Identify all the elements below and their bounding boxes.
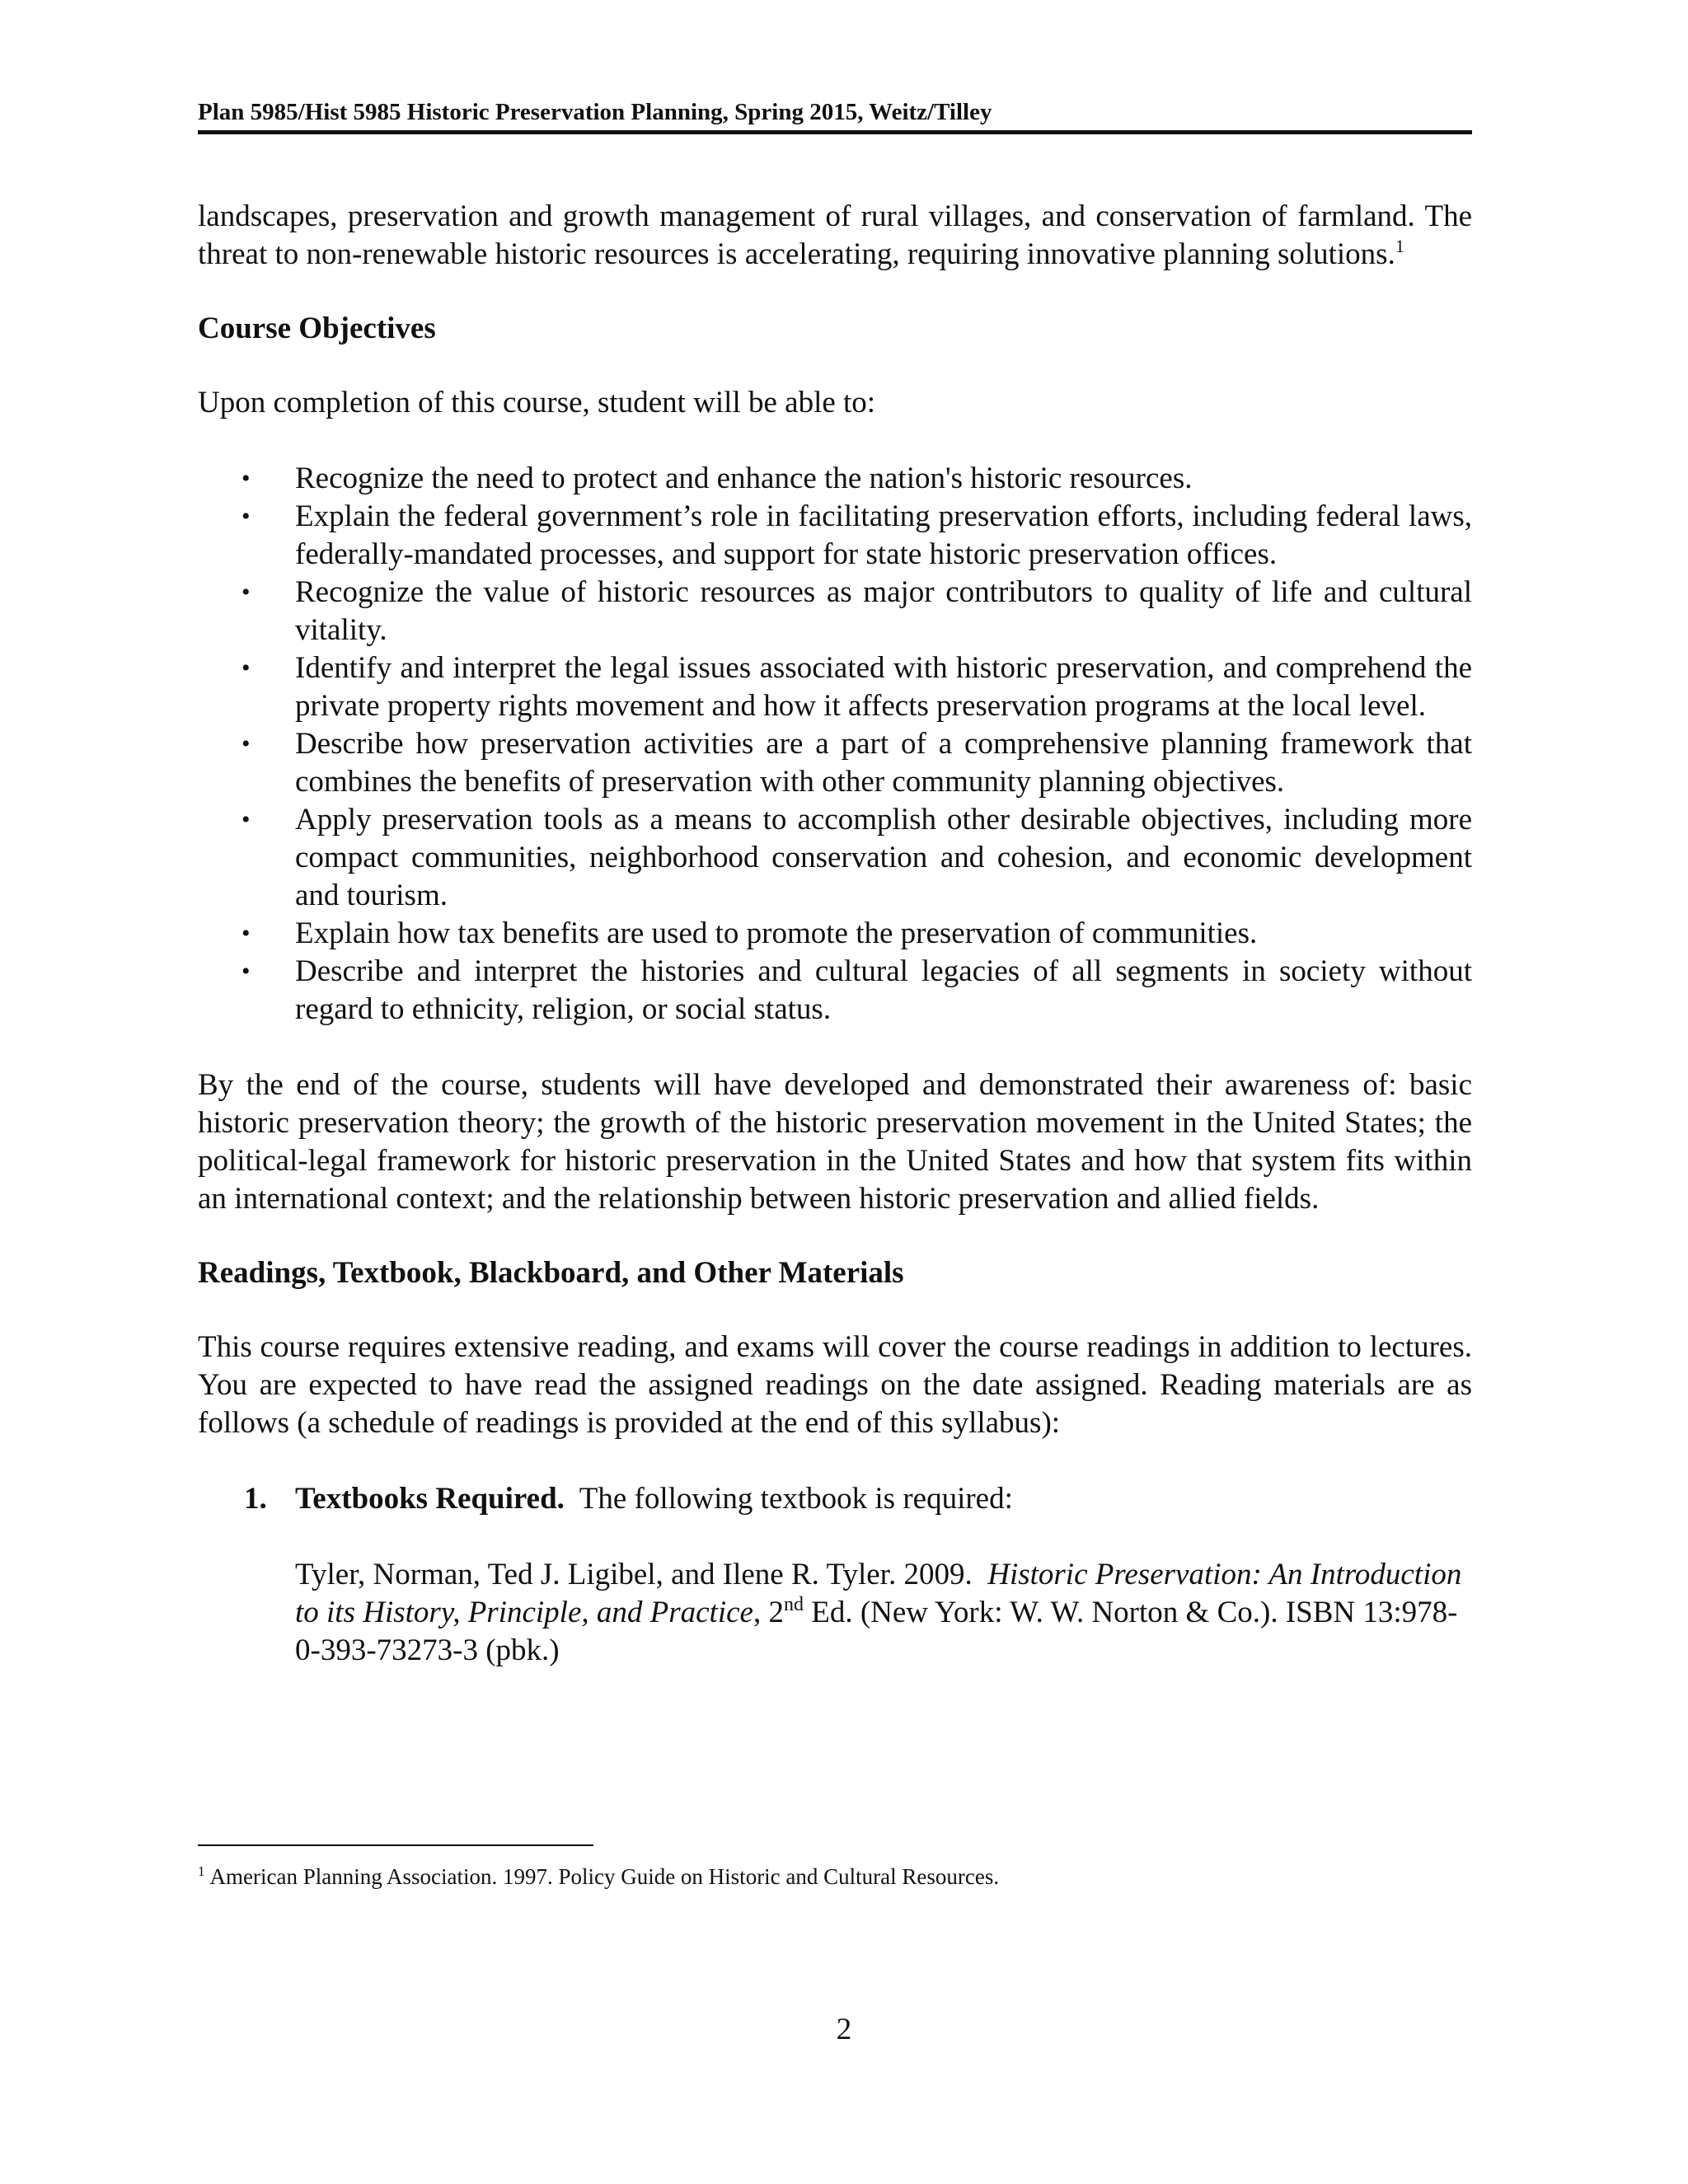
footnote-marker: 1 — [198, 1863, 205, 1879]
intro-paragraph-text: landscapes, preservation and growth management of rural villages, and conservation of farmland. The threat to non-renewable historic resources is accelerating, requiring innovative planning solutions. — [198, 199, 1472, 271]
readings-list — [198, 1480, 1472, 1670]
page-number: 2 — [836, 2013, 852, 2046]
bullet-icon: • — [241, 579, 251, 606]
footnote-reference[interactable]: 1 — [1395, 236, 1404, 256]
footnote-divider — [198, 1844, 593, 1846]
running-header: Plan 5985/Hist 5985 Historic Preservation Planning, Spring 2015, Weitz/Tilley — [198, 97, 1472, 134]
bullet-icon: • — [241, 730, 251, 757]
readings-item-title: Textbooks Required. — [295, 1482, 565, 1516]
textbook-citation — [295, 1556, 1472, 1670]
objective-item — [241, 574, 1472, 649]
page-body — [198, 198, 1472, 1670]
objective-item — [241, 801, 1472, 915]
citation-edition: , 2 — [753, 1596, 784, 1629]
citation-authors: Tyler, Norman, Ted J. Ligibel, and Ilene R. Tyler. 2009. — [295, 1558, 973, 1591]
objective-item — [241, 915, 1472, 953]
bullet-icon: • — [241, 465, 251, 492]
footnote — [198, 1863, 1472, 1891]
objective-item — [241, 953, 1472, 1029]
bullet-icon: • — [241, 503, 251, 530]
objective-item — [241, 649, 1472, 725]
objectives-closing-paragraph: By the end of the course, students will have developed and demonstrated their awareness of: basic historic preservation theory; the growth of the historic preservation movement in the United States; the political-legal framework for historic preservation in the United States and how that system fits within an international context; and the relationship between historic preservation and allied fields. — [198, 1068, 1472, 1216]
objective-text: Apply preservation tools as a means to accomplish other desirable objectives, including more compact communities, neighborhood conservation and cohesion, and economic development and tourism. — [295, 803, 1472, 912]
objective-text: Identify and interpret the legal issues associated with historic preservation, and comprehend the private property rights movement and how it affects preservation programs at the local level. — [295, 651, 1472, 723]
objective-item — [241, 725, 1472, 801]
objective-item — [241, 498, 1472, 574]
bullet-icon: • — [241, 806, 251, 833]
citation-edition-suffix: nd — [783, 1594, 804, 1615]
citation-publisher: Ed. (New York: W. W. Norton & Co.). ISBN 13:978-0-393-73273-3 (pbk.) — [295, 1596, 1458, 1667]
readings-paragraph: This course requires extensive reading, and exams will cover the course readings in addition to lectures. You are expected to have read the assigned readings on the date assigned. Reading materials are as follows (a schedule of readings is provided at the end of this syllabus): — [198, 1330, 1472, 1440]
readings-item-textbooks — [244, 1480, 1472, 1670]
objective-text: Recognize the need to protect and enhance the nation's historic resources. — [295, 462, 1193, 495]
objective-text: Describe how preservation activities are a part of a comprehensive planning framework that combines the benefits of preservation with other community planning objectives. — [295, 727, 1472, 799]
objective-text: Recognize the value of historic resources as major contributors to quality of life and cultural vitality. — [295, 575, 1472, 647]
objectives-intro: Upon completion of this course, student will be able to: — [198, 386, 876, 419]
objective-text: Describe and interpret the histories and cultural legacies of all segments in society without regard to ethnicity, religion, or social status. — [295, 954, 1472, 1026]
intro-paragraph — [198, 198, 1472, 274]
bullet-icon: • — [241, 920, 251, 947]
citation-title: Historic Preservation: An Introduction to its History, Principle, and Practice — [295, 1558, 1462, 1629]
section-heading-course-objectives: Course Objectives — [198, 312, 436, 345]
bullet-icon: • — [241, 958, 251, 985]
objective-item — [241, 460, 1472, 498]
list-number: 1. — [244, 1482, 267, 1516]
footnote-text: American Planning Association. 1997. Policy Guide on Historic and Cultural Resources. — [209, 1864, 1000, 1889]
objective-text: Explain how tax benefits are used to promote the preservation of communities. — [295, 916, 1258, 950]
objectives-list — [198, 460, 1472, 1029]
readings-item-text: The following textbook is required: — [579, 1482, 1013, 1516]
bullet-icon: • — [241, 654, 251, 682]
objective-text: Explain the federal government’s role in facilitating preservation efforts, including federal laws, federally-mandated processes, and support for state historic preservation offices. — [295, 499, 1472, 571]
section-heading-readings: Readings, Textbook, Blackboard, and Other Materials — [198, 1256, 904, 1290]
